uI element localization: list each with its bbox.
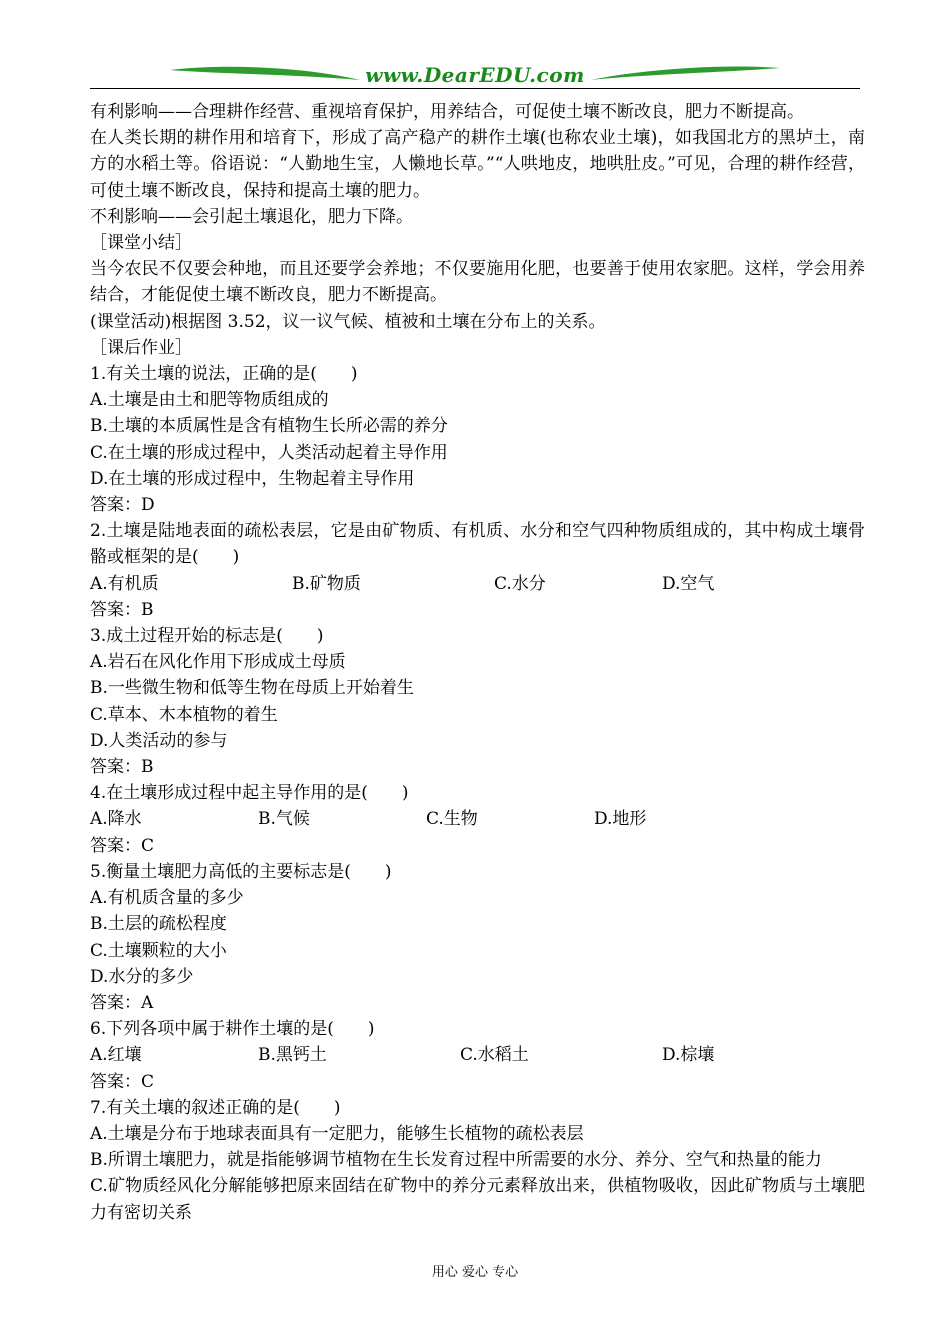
question-stem: 6.下列各项中属于耕作土壤的是( ) [90,1019,375,1040]
paragraph-unfavorable: 不利影响——会引起土壤退化，肥力下降。 [90,206,413,227]
question-stem: 5.衡量土壤肥力高低的主要标志是( ) [90,861,392,882]
question-answer: 答案：C [90,835,155,856]
paragraph-favorable: 有利影响——合理耕作经营、重视培育保护，用养结合，可促使土壤不断改良，肥力不断提高。 [90,102,804,122]
paragraph-activity: (课堂活动)根据图 3.52，议一议气候、植被和土壤在分布上的关系。 [90,311,606,332]
site-header-logo [90,58,860,92]
question-option: C.矿物质经风化分解能够把原来固结在矿物中的养分元素释放出来，供植物吸收，因此矿物质与土壤肥力有密切关系 [90,1176,865,1223]
question-answer: 答案：C [90,1071,155,1092]
question-option: B.所谓土壤肥力，就是指能够调节植物在生长发育过程中所需要的水分、养分、空气和热量的能力 [90,1150,822,1171]
question-answer: 答案：B [90,599,154,620]
question-option: C.在土壤的形成过程中，人类活动起着主导作用 [90,442,448,463]
page-footer: 用心 爱心 专心 [431,1265,519,1280]
question-option: B.矿物质 [292,573,361,594]
question-option: D.水分的多少 [90,966,194,987]
question-option: A.土壤是由土和肥等物质组成的 [90,390,329,411]
question-option: D.在土壤的形成过程中，生物起着主导作用 [90,468,415,489]
question-stem: 7.有关土壤的叙述正确的是( ) [90,1097,341,1118]
question-option: B.气候 [258,809,310,830]
question-option: A.岩石在风化作用下形成成土母质 [90,652,346,673]
question-option: A.有机质 [90,573,159,594]
site-logo-text: www.DearEDU.com [365,63,585,87]
question-stem: 2.土壤是陆地表面的疏松表层，它是由矿物质、有机质、水分和空气四种物质组成的，其中构成土壤骨骼或框架的是( ) [90,521,865,568]
question-answer: 答案：A [90,992,154,1013]
question-options-row [90,806,865,832]
question-option: C.生物 [426,809,478,830]
question-option: A.红壤 [90,1045,142,1066]
question-option: C.水稻土 [460,1045,529,1066]
question-options-row [90,571,865,597]
question-option: D.棕壤 [662,1045,715,1066]
question-stem: 1.有关土壤的说法，正确的是( ) [90,364,358,385]
question-option: D.地形 [594,809,647,830]
question-options-row [90,1042,865,1068]
question-answer: 答案：D [90,495,155,516]
question-stem: 4.在土壤形成过程中起主导作用的是( ) [90,783,409,804]
question-option: D.人类活动的参与 [90,730,228,751]
paragraph-cultivated-soil: 在人类长期的耕作用和培育下，形成了高产稳产的耕作土壤(也称农业土壤)，如我国北方的黑垆土，南方的水稻土等。俗语说：“人勤地生宝，人懒地长草。”“人哄地皮，地哄肚皮。”可见，合理的耕作经营，可使土壤不断改良，保持和提高土壤的肥力。 [90,128,865,201]
question-option: C.土壤颗粒的大小 [90,940,227,961]
question-option: A.有机质含量的多少 [90,888,244,909]
document-body [90,99,865,1226]
question-option: A.土壤是分布于地球表面具有一定肥力，能够生长植物的疏松表层 [90,1123,584,1144]
question-option: B.一些微生物和低等生物在母质上开始着生 [90,678,414,699]
question-option: C.水分 [494,573,546,594]
paragraph-summary: 当今农民不仅要会种地，而且还要学会养地；不仅要施用化肥，也要善于使用农家肥。这样，学会用养结合，才能促使土壤不断改良，肥力不断提高。 [90,259,865,306]
question-answer: 答案：B [90,757,154,778]
heading-homework: ［课后作业］ [90,337,192,358]
heading-summary: ［课堂小结］ [90,233,192,254]
question-option: B.土层的疏松程度 [90,914,227,935]
question-option: B.土壤的本质属性是含有植物生长所必需的养分 [90,416,448,437]
question-stem: 3.成土过程开始的标志是( ) [90,626,324,647]
question-option: B.黑钙土 [258,1045,327,1066]
question-option: D.空气 [662,573,715,594]
header-rule [90,88,860,89]
question-option: C.草本、木本植物的着生 [90,704,278,725]
question-option: A.降水 [90,809,142,830]
